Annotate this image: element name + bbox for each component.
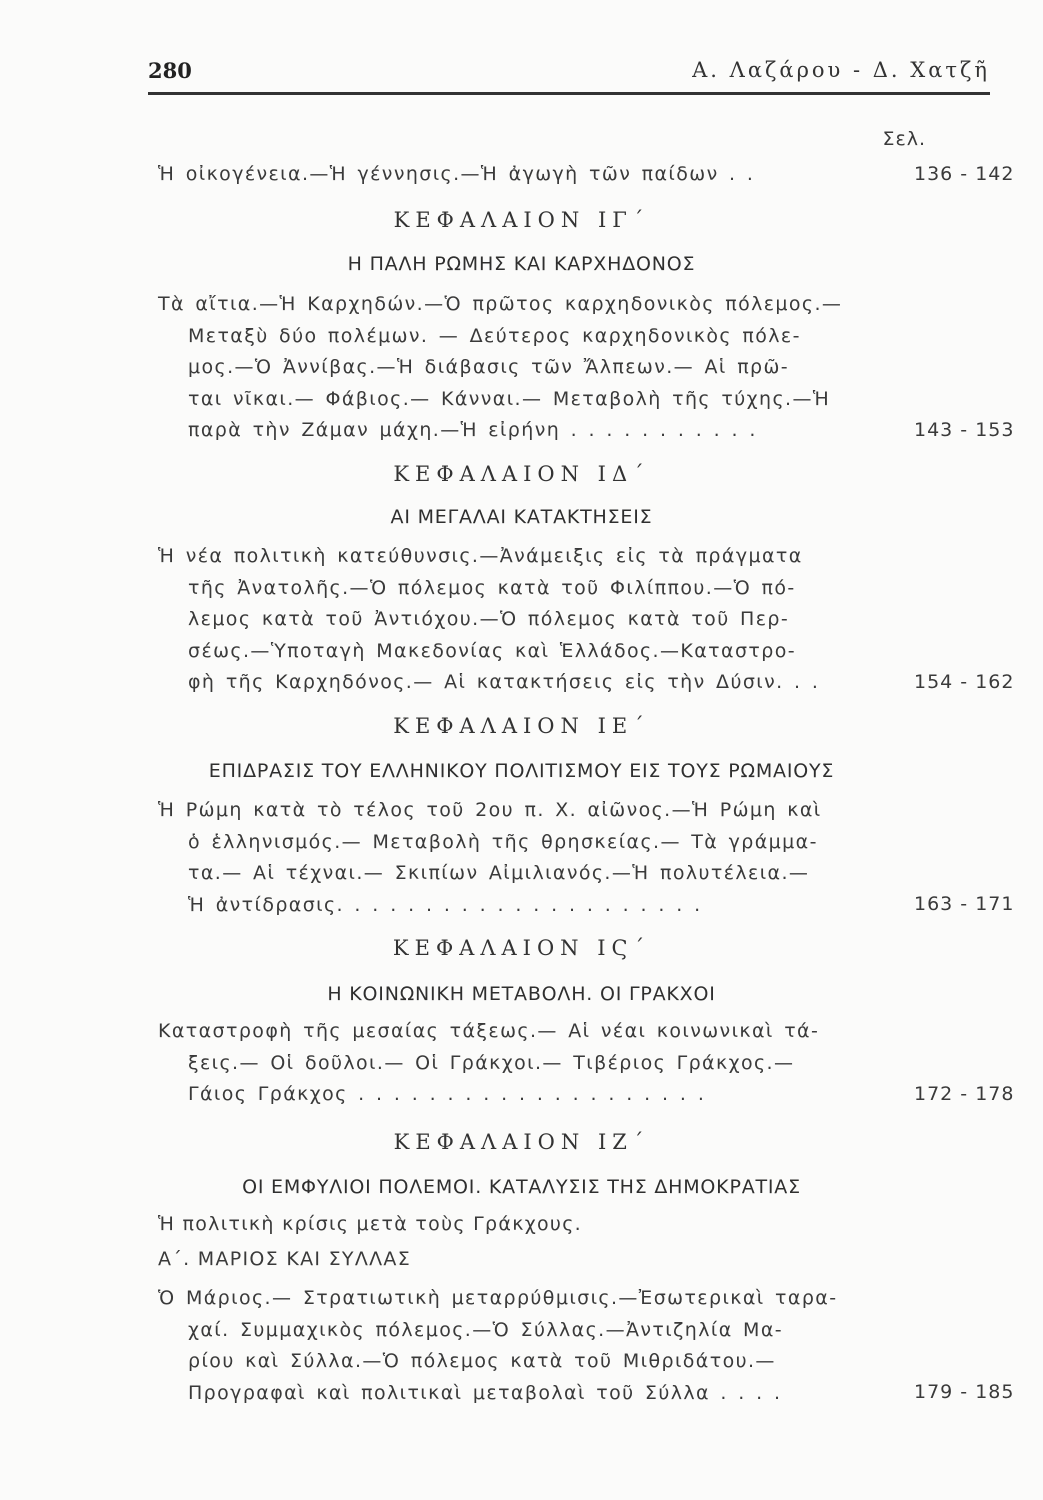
toc-entry	[158, 159, 908, 191]
entry-line: Μεταξὺ δύο πολέμων. — Δεύτερος καρχηδονικὸς πόλε-	[188, 324, 801, 347]
entry-line: Ὁ Μάριος.— Στρατιωτικὴ μεταρρύθμισις.—Ἐσωτερικαὶ ταρα-	[158, 1287, 838, 1309]
entry-line: τῆς Ἀνατολῆς.—Ὁ πόλεμος κατὰ τοῦ Φιλίππου.—Ὁ πό-	[188, 576, 796, 599]
chapter-intro: Ἡ πολιτικὴ κρίσις μετὰ τοὺς Γράκχους.	[158, 1213, 583, 1235]
toc-entry	[158, 541, 908, 699]
entry-line: ται νῖκαι.— Φάβιος.— Κάνναι.— Μεταβολὴ τῆς τύχης.—Ἡ	[188, 387, 831, 410]
header-rule	[148, 92, 990, 95]
entry-line: Προγραφαὶ καὶ πολιτικαὶ μεταβολαὶ τοῦ Σύλλα . . . .	[188, 1381, 782, 1404]
toc-entry	[158, 289, 908, 447]
entry-line: τα.— Αἱ τέχναι.— Σκιπίων Αἰμιλιανός.—Ἡ πολυτέλεια.—	[188, 862, 810, 884]
entry-line: σέως.—Ὑποταγὴ Μακεδονίας καὶ Ἑλλάδος.—Καταστρο-	[188, 639, 796, 662]
chapter-title: ΕΠΙΔΡΑΣΙΣ ΤΟΥ ΕΛΛΗΝΙΚΟΥ ΠΟΛΙΤΙΣΜΟΥ ΕΙΣ ΤΟΥΣ ΡΩΜΑΙΟΥΣ	[208, 760, 835, 782]
toc-entry	[158, 795, 908, 921]
chapter-heading: ΚΕΦΑΛΑΙΟΝ ΙΕ΄	[393, 714, 650, 738]
chapter-heading: ΚΕΦΑΛΑΙΟΝ ΙΓ΄	[393, 208, 650, 232]
page-range: 179 - 185	[914, 1381, 1015, 1403]
pages-column-label: Σελ.	[882, 128, 926, 150]
chapter-heading: ΚΕΦΑΛΑΙΟΝ ΙΖ΄	[393, 1130, 650, 1154]
chapter-heading: ΚΕΦΑΛΑΙΟΝ ΙΔ΄	[393, 462, 650, 486]
entry-line: παρὰ τὴν Ζάμαν μάχη.—Ἡ εἰρήνη . . . . . . . . . . .	[188, 419, 757, 441]
entry-line: Ἡ Ρώμη κατὰ τὸ τέλος τοῦ 2ου π. Χ. αἰῶνος.—Ἡ Ρώμη καὶ	[158, 799, 822, 821]
chapter-title: ΑΙ ΜΕΓΑΛΑΙ ΚΑΤΑΚΤΗΣΕΙΣ	[390, 506, 653, 528]
entry-line: Καταστροφὴ τῆς μεσαίας τάξεως.— Αἱ νέαι κοινωνικαὶ τά-	[158, 1020, 820, 1042]
entry-line: Ἡ ἀντίδρασις. . . . . . . . . . . . . . . . . . . . .	[188, 893, 702, 916]
page-range: 154 - 162	[914, 671, 1015, 693]
section-heading: Α΄. ΜΑΡΙΟΣ ΚΑΙ ΣΥΛΛΑΣ	[158, 1248, 412, 1270]
entry-line: Τὰ αἴτια.—Ἡ Καρχηδών.—Ὁ πρῶτος καρχηδονικὸς πόλεμος.—	[158, 293, 843, 315]
entry-line: μος.—Ὁ Ἀννίβας.—Ἡ διάβασις τῶν Ἄλπεων.— Αἱ πρῶ-	[188, 356, 790, 378]
chapter-title: ΟΙ ΕΜΦΥΛΙΟΙ ΠΟΛΕΜΟΙ. ΚΑΤΑΛΥΣΙΣ ΤΗΣ ΔΗΜΟΚΡΑΤΙΑΣ	[242, 1176, 801, 1198]
entry-line: λεμος κατὰ τοῦ Ἀντιόχου.—Ὁ πόλεμος κατὰ τοῦ Περ-	[188, 608, 790, 630]
entry-line: Γάιος Γράκχος . . . . . . . . . . . . . . . . . . . .	[188, 1083, 706, 1105]
chapter-heading: ΚΕΦΑΛΑΙΟΝ ΙϚ΄	[392, 936, 651, 960]
page-number: 280	[148, 58, 192, 83]
entry-line: ὁ ἑλληνισμός.— Μεταβολὴ τῆς θρησκείας.— Τὰ γράμμα-	[188, 830, 818, 853]
page-range: 163 - 171	[914, 893, 1015, 915]
chapter-title: Η ΚΟΙΝΩΝΙΚΗ ΜΕΤΑΒΟΛΗ. ΟΙ ΓΡΑΚΧΟΙ	[327, 983, 716, 1005]
page-range: 136 - 142	[914, 163, 1015, 185]
entry-line: Ἡ νέα πολιτικὴ κατεύθυνσις.—Ἀνάμειξις εἰς τὰ πράγματα	[158, 545, 803, 567]
running-title: Α. Λαζάρου - Δ. Χατζῆ	[692, 58, 990, 82]
toc-entry	[158, 1283, 908, 1409]
entry-line: φὴ τῆς Καρχηδόνος.— Αἱ κατακτήσεις εἰς τὴν Δύσιν. . .	[188, 671, 820, 693]
entry-line: χαί. Συμμαχικὸς πόλεμος.—Ὁ Σύλλας.—Ἀντιζηλία Μα-	[188, 1318, 784, 1341]
page-range: 172 - 178	[914, 1083, 1015, 1105]
running-header	[148, 58, 990, 92]
toc-entry	[158, 1016, 908, 1111]
entry-line: Ἡ οἰκογένεια.—Ἡ γέννησις.—Ἡ ἀγωγὴ τῶν παίδων . .	[158, 163, 755, 185]
chapter-title: Η ΠΑΛΗ ΡΩΜΗΣ ΚΑΙ ΚΑΡΧΗΔΟΝΟΣ	[347, 253, 696, 275]
entry-line: ρίου καὶ Σύλλα.—Ὁ πόλεμος κατὰ τοῦ Μιθριδάτου.—	[188, 1350, 776, 1372]
page-range: 143 - 153	[914, 419, 1015, 441]
entry-line: ξεις.— Οἱ δοῦλοι.— Οἱ Γράκχοι.— Τιβέριος Γράκχος.—	[188, 1051, 795, 1074]
